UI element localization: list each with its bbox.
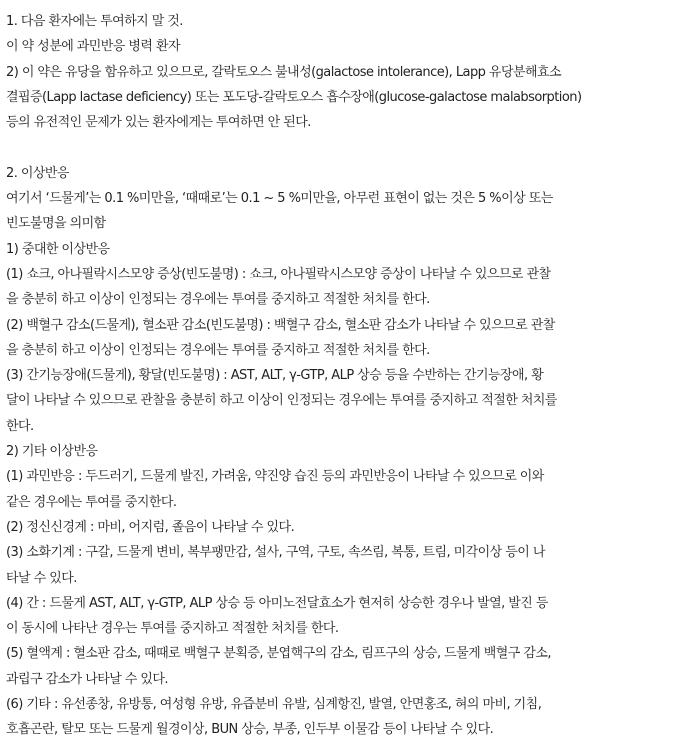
text-line: 여기서 ‘드물게’는 0.1 %미만을, ‘때때로’는 0.1 ~ 5 %미만을, 아무런 표현이 없는 것은 5 %이상 또는 xyxy=(6,191,553,207)
text-line: (5) 혈액계 : 혈소판 감소, 때때로 백혈구 분획증, 분엽핵구의 감소, 림프구의 상승, 드물게 백혈구 감소, xyxy=(6,646,551,662)
text-line: (6) 기타 : 유선종창, 유방통, 여성형 유방, 유즙분비 유발, 심계항진, 발열, 안면홍조, 혀의 마비, 기침, xyxy=(6,697,542,713)
text-line: (2) 정신신경계 : 마비, 어지럼, 졸음이 나타날 수 있다. xyxy=(6,519,295,535)
text-line: 1. 다음 환자에는 투여하지 말 것. xyxy=(6,14,183,29)
text-line: 2. 이상반응 xyxy=(6,165,69,181)
text-line: (4) 간 : 드물게 AST, ALT, γ-GTP, ALP 상승 등 아미노전달효소가 현저히 상승한 경우나 발열, 발진 등 xyxy=(6,595,548,611)
text-line: 2) 기타 이상반응 xyxy=(6,444,98,460)
text-line: 1) 중대한 이상반응 xyxy=(6,241,110,257)
text-line: 빈도불명을 의미함 xyxy=(6,216,106,232)
text-line: (1) 과민반응 : 두드러기, 드물게 발진, 가려움, 약진양 습진 등의 과민반응이 나타날 수 있으므로 이와 xyxy=(6,469,544,485)
text-line: 같은 경우에는 투여를 중지한다. xyxy=(6,494,177,510)
text-line: (2) 백혈구 감소(드물게), 혈소판 감소(빈도불명) : 백혈구 감소, 혈소판 감소가 나타날 수 있으므로 관찰 xyxy=(6,317,555,333)
text-line: 2) 이 약은 유당을 함유하고 있으므로, 갈락토오스 불내성(galactose intolerance), Lapp 유당분해효소 xyxy=(6,64,561,80)
text-line: (3) 소화기계 : 구갈, 드물게 변비, 복부팽만감, 설사, 구역, 구토, 속쓰림, 복통, 트림, 미각이상 등이 나 xyxy=(6,545,545,561)
text-line: 결핍증(Lapp lactase deficiency) 또는 포도당-갈락토오스 흡수장애(glucose-galactose malabsorption) xyxy=(6,89,582,105)
text-line: (1) 쇼크, 아나필락시스모양 증상(빈도불명) : 쇼크, 아나필락시스모양 증상이 나타날 수 있으므로 관찰 xyxy=(6,266,551,282)
text-line: 을 충분히 하고 이상이 인정되는 경우에는 투여를 중지하고 적절한 처치를 한다. xyxy=(6,292,430,308)
text-line: 이 동시에 나타난 경우는 투여를 중지하고 적절한 처치를 한다. xyxy=(6,621,339,637)
text-line: 을 충분히 하고 이상이 인정되는 경우에는 투여를 중지하고 적절한 처치를 한다. xyxy=(6,342,430,358)
text-line: 과립구 감소가 나타날 수 있다. xyxy=(6,671,169,687)
text-line: 한다. xyxy=(6,418,34,434)
text-line: 이 약 성분에 과민반응 병력 환자 xyxy=(6,39,181,55)
text-line: 달이 나타날 수 있으므로 관찰을 충분히 하고 이상이 인정되는 경우에는 투여를 중지하고 적절한 처치를 xyxy=(6,393,557,409)
text-line: 호흡곤란, 탈모 또는 드물게 월경이상, BUN 상승, 부종, 인두부 이물감 등이 나타날 수 있다. xyxy=(6,722,494,738)
text-line: 타날 수 있다. xyxy=(6,570,77,586)
text-line: 등의 유전적인 문제가 있는 환자에게는 투여하면 안 된다. xyxy=(6,115,311,131)
text-line: (3) 간기능장애(드물게), 황달(빈도불명) : AST, ALT, γ-GTP, ALP 상승 등을 수반하는 간기능장애, 황 xyxy=(6,368,544,384)
blank-line xyxy=(6,135,674,160)
